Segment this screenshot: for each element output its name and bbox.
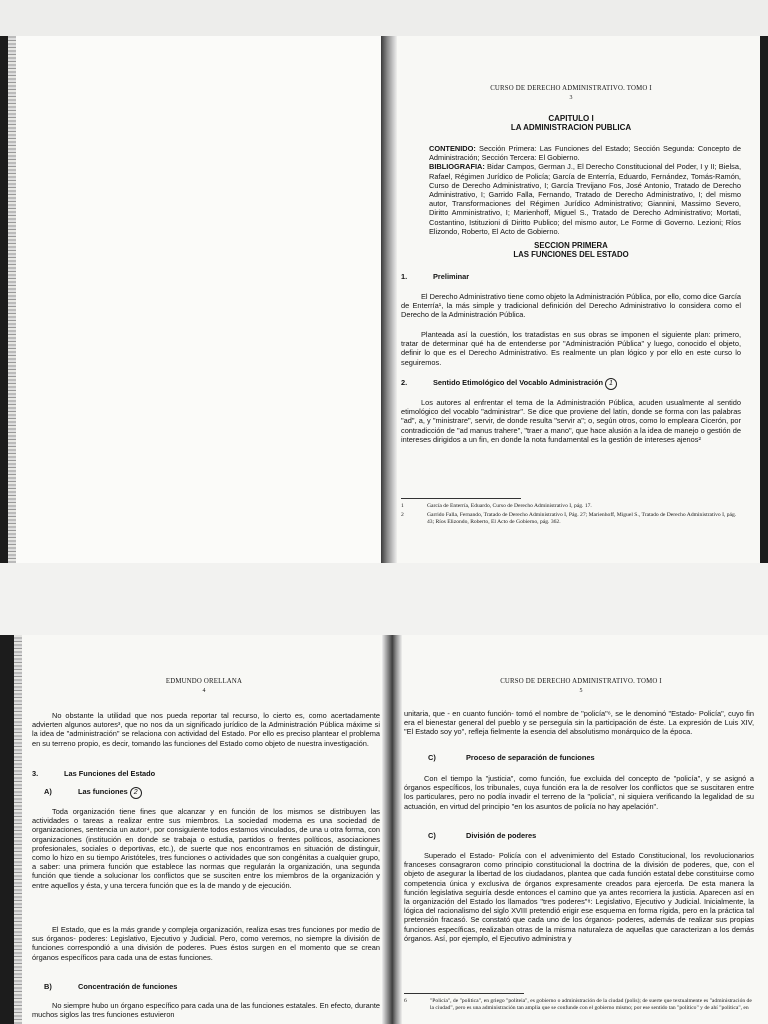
heading-preliminar: [401, 272, 741, 281]
contenido-block: [429, 144, 741, 236]
footnote: [404, 998, 754, 1012]
subheading-title: Las funciones: [78, 787, 128, 796]
subheading-separacion: [404, 753, 754, 762]
heading-number: 1.: [401, 272, 408, 281]
contenido-label: CONTENIDO:: [429, 144, 476, 153]
running-header: CURSO DE DERECHO ADMINISTRATIVO. TOMO I: [500, 678, 662, 685]
footnote-text: García de Enterría, Eduardo, Curso de Derecho Administrativo I, pág. 17.: [427, 503, 592, 509]
paragraph: Con el tiempo la "justicia", como función, fue excluida del concepto de "policía", y se asignó a órganos específicos, los tribunales, cuya función era la de resolver los conflictos que se suscitaren entre los particulares, pero no podía invadir el terreno de la "policía", ni siquiera verificando la legalidad de su actuación, en virtud del principio "en los asuntos de policía no hay apelación".: [404, 774, 754, 811]
blank-page: [8, 36, 381, 563]
page-5: [392, 635, 768, 1024]
bibliografia-text: Bidar Campos, German J., El Derecho Constitucional del Poder, I y II; Bielsa, Rafael, Régimen Jurídico de Policía; García de Enterría, Eduardo, Fernández, Tomás-Ramón, Curso de Derecho Administrativo, I; García Trevijano Fos, José Antonio, Tratado de Derecho Administrativo, I; Garrido Falla, Fernando, Tratado de Derecho Administrativo, I; del mismo autor, Transformaciones del Régimen Jurídico Administrativo; Giannini, Massimo Severo, Diritto Amministrativo, I; Marienhoff, Miguel S., Tratado de Derecho Administrativo; Mortati, Costantino, Istituzioni di Diritto Publico; del mismo autor, Le Forme di Governo. Lezioni; Ríos Elizondo, Roberto, El Acto de Gobierno.: [429, 162, 741, 236]
footnote-number: 2: [401, 512, 404, 518]
paragraph: Planteada así la cuestión, los tratadistas en sus obras se imponen el siguiente plan: primero, tratar de determinar qué ha de entenderse por "Administración Pública" y luego, conocido el objeto, definir lo que es el Derecho Administrativo. Es realmente un plan lógico y por ello en este curso lo seguiremos.: [401, 330, 741, 367]
page-edge-grain: [8, 36, 16, 563]
running-header: EDMUNDO ORELLANA: [165, 678, 243, 685]
section-title: LAS FUNCIONES DEL ESTADO: [513, 250, 629, 259]
subheading-funciones: [32, 787, 380, 799]
paragraph: Superado el Estado- Policía con el advenimiento del Estado Constitucional, los revolucionarios franceses consagraron como principio constitucional la doctrina de la división de poderes, que, con el objeto de asegurar la libertad de los ciudadanos, plantea que cada función estatal debe constituirse como competencia única y exclusiva de órganos expresamente creados para ejercerla. De esta manera la función legislativa seguiría desde entonces el camino que ya antes recorriera la justicia. Aparecen así en la organización del Estado los llamados "tres poderes"⁸: Legislativo, Ejecutivo y Judicial. Inicialmente, la lógica del racionalismo del siglo XVIII pretendió erigir ese esquema en forma rígida, pero en la práctica tal pretensión fracasó. Se constató que cada uno de los órganos- poderes, además de realizar sus propias funciones específicas, realizaban otras de la misma naturaleza de aquellas que caracterizan a los demás órganos. Así, por ejemplo, el Ejecutivo administra y: [404, 851, 754, 943]
footnotes: [401, 503, 741, 526]
page-4: [14, 635, 392, 1024]
subheading-title: Proceso de separación de funciones: [466, 753, 595, 762]
footnote-rule: [401, 498, 521, 499]
paragraph: No siempre hubo un órgano específico para cada una de las funciones estatales. En efecto, durante muchos siglos las tres funciones estuvieron: [32, 1001, 380, 1020]
subheading-label: B): [44, 982, 52, 991]
subheading-title: División de poderes: [466, 831, 537, 840]
footnote-text: Garrido Falla, Fernando, Tratado de Derecho Administrativo I, Pág. 27; Marienhoff, Miguel S., Tratado de Derecho Administrativo I, pág. 43; Ríos Elizondo, Roberto, El Acto de Gobierno, pág. 362.: [427, 512, 737, 525]
heading-etimologico: [401, 378, 741, 390]
subheading-label: C): [428, 831, 436, 840]
paragraph: unitaria, que - en cuanto función- tomó el nombre de "policía"⁶, se le denominó "Estado- Policía", cuyo fin era el bienestar general del pueblo y se perseguía sin la participación de éste. La expresión de Luis XIV, "El Estado soy yo", refleja fielmente la esencia del absolutismo monárquico de la época.: [404, 709, 754, 737]
paragraph: El Derecho Administrativo tiene como objeto la Administración Pública, por ello, como dice García de Enterría¹, la más simple y tradicional definición del Derecho Administrativo lo considera como el Derecho de la Administración Pública.: [401, 292, 741, 320]
subheading-division: [404, 831, 754, 840]
top-margin-strip: [0, 0, 768, 36]
handwritten-circled-mark: 2: [130, 787, 142, 799]
page-3: [381, 36, 760, 563]
middle-margin-strip: [0, 563, 768, 635]
footnote: [401, 503, 741, 510]
page-number: 5: [579, 688, 583, 694]
contenido-text: Sección Primera: Las Funciones del Estado; Sección Segunda: Concepto de Administración; Sección Tercera: El Gobierno.: [429, 144, 741, 163]
chapter-title: LA ADMINISTRACION PUBLICA: [510, 123, 632, 132]
subheading-title: Concentración de funciones: [78, 982, 178, 991]
chapter-label: CAPITULO I: [548, 114, 594, 123]
running-header: CURSO DE DERECHO ADMINISTRATIVO. TOMO I: [490, 85, 652, 92]
footnotes: [404, 998, 754, 1012]
subheading-label: C): [428, 753, 436, 762]
page-binding-shadow: [392, 635, 402, 1024]
subheading-concentracion: [32, 982, 380, 991]
footnote: [401, 512, 741, 526]
page-number: 4: [202, 688, 206, 694]
page-edge-grain: [14, 635, 22, 1024]
paragraph: No obstante la utilidad que nos pueda reportar tal recurso, lo cierto es, como acertadamente advierten algunos autores³, que no nos da un significado jurídico de la Administración Pública máxime si la idea de "administración" se relaciona con actividad del Estado. Por ello es preciso plantear el problema en su terreno propio, es decir, tomando las funciones del Estado como objeto de nuestra investigación.: [32, 711, 380, 748]
page-binding-shadow: [381, 36, 397, 563]
section-label: SECCION PRIMERA: [534, 241, 608, 250]
footnote-rule: [404, 993, 524, 994]
heading-title: Sentido Etimológico del Vocablo Administración: [433, 378, 603, 387]
heading-title: Preliminar: [433, 272, 470, 281]
paragraph: Toda organización tiene fines que alcanzar y en función de los mismos se distribuyen las actividades o tareas a realizar entre sus miembros. La sociedad moderna es una sociedad de organizaciones, sentencia un autor⁴, por consiguiente todos estamos vinculados, de una u otra forma, con organizaciones (institución en donde se trabaja o estudia, partidos o frentes políticos, asociaciones profesionales, sociales o deportivas, etc.), de suerte que nos encontramos en situación de distinguir, como lo hizo en su tiempo Aristóteles, tres funciones o actividades que son congénitas a cualquier grupo, a saber: una primera función que establece las normas que regularán la organización, una segunda función que tiende a solucionar los conflictos que se susciten entre los miembros de la organización y entre aquellos y ésta, y una tercera función que es la de mando y de ejecución.: [32, 807, 380, 890]
footnote-number: 1: [401, 503, 404, 509]
footnote-number: 6: [404, 998, 407, 1004]
heading-number: 2.: [401, 378, 408, 387]
handwritten-circled-mark: 1: [605, 378, 617, 390]
footnote-text: "Policía", de "politica", en griego "politeia", es gobierno o administración de la ciudad (polis); de suerte que textualmente es "administración de la ciudad", pero es una administración tan amplia que se confunde con el gobierno mismo; por ese sentido tan "político" y de ahí "política", en: [430, 998, 752, 1011]
paragraph: Los autores al enfrentar el tema de la Administración Pública, acuden usualmente al sentido etimológico del vocablo "administrar". Se dice que proviene del latín, donde se forma con las palabras "ad", a, y "ministrare", servir, de donde resulta "servir a"; o, según otros, como lo empleara Cicerón, por contradicción de "ad manus trahere", "traer a mano", que hace alusión a la idea de manejo o gestión de intereses dirigidos a un fin, en donde la nota fundamental es la gestión de intereses ajenos²: [401, 398, 741, 444]
heading-number: 3.: [32, 769, 39, 778]
page-binding-shadow: [382, 635, 392, 1024]
bibliografia-label: BIBLIOGRAFIA:: [429, 162, 485, 172]
paragraph: El Estado, que es la más grande y compleja organización, realiza esas tres funciones por medio de sus órganos- poderes: Legislativo, Ejecutivo y Judicial. Pero, como veremos, no siempre la división de funciones correspondió a una división de poderes. Pues éstos surgen en el momento que se crean órganos específicos para cada una de estas funciones.: [32, 925, 380, 962]
subheading-label: A): [44, 787, 52, 796]
heading-funciones-estado: [32, 769, 380, 778]
page-number: 3: [569, 95, 573, 101]
heading-title: Las Funciones del Estado: [64, 769, 156, 778]
